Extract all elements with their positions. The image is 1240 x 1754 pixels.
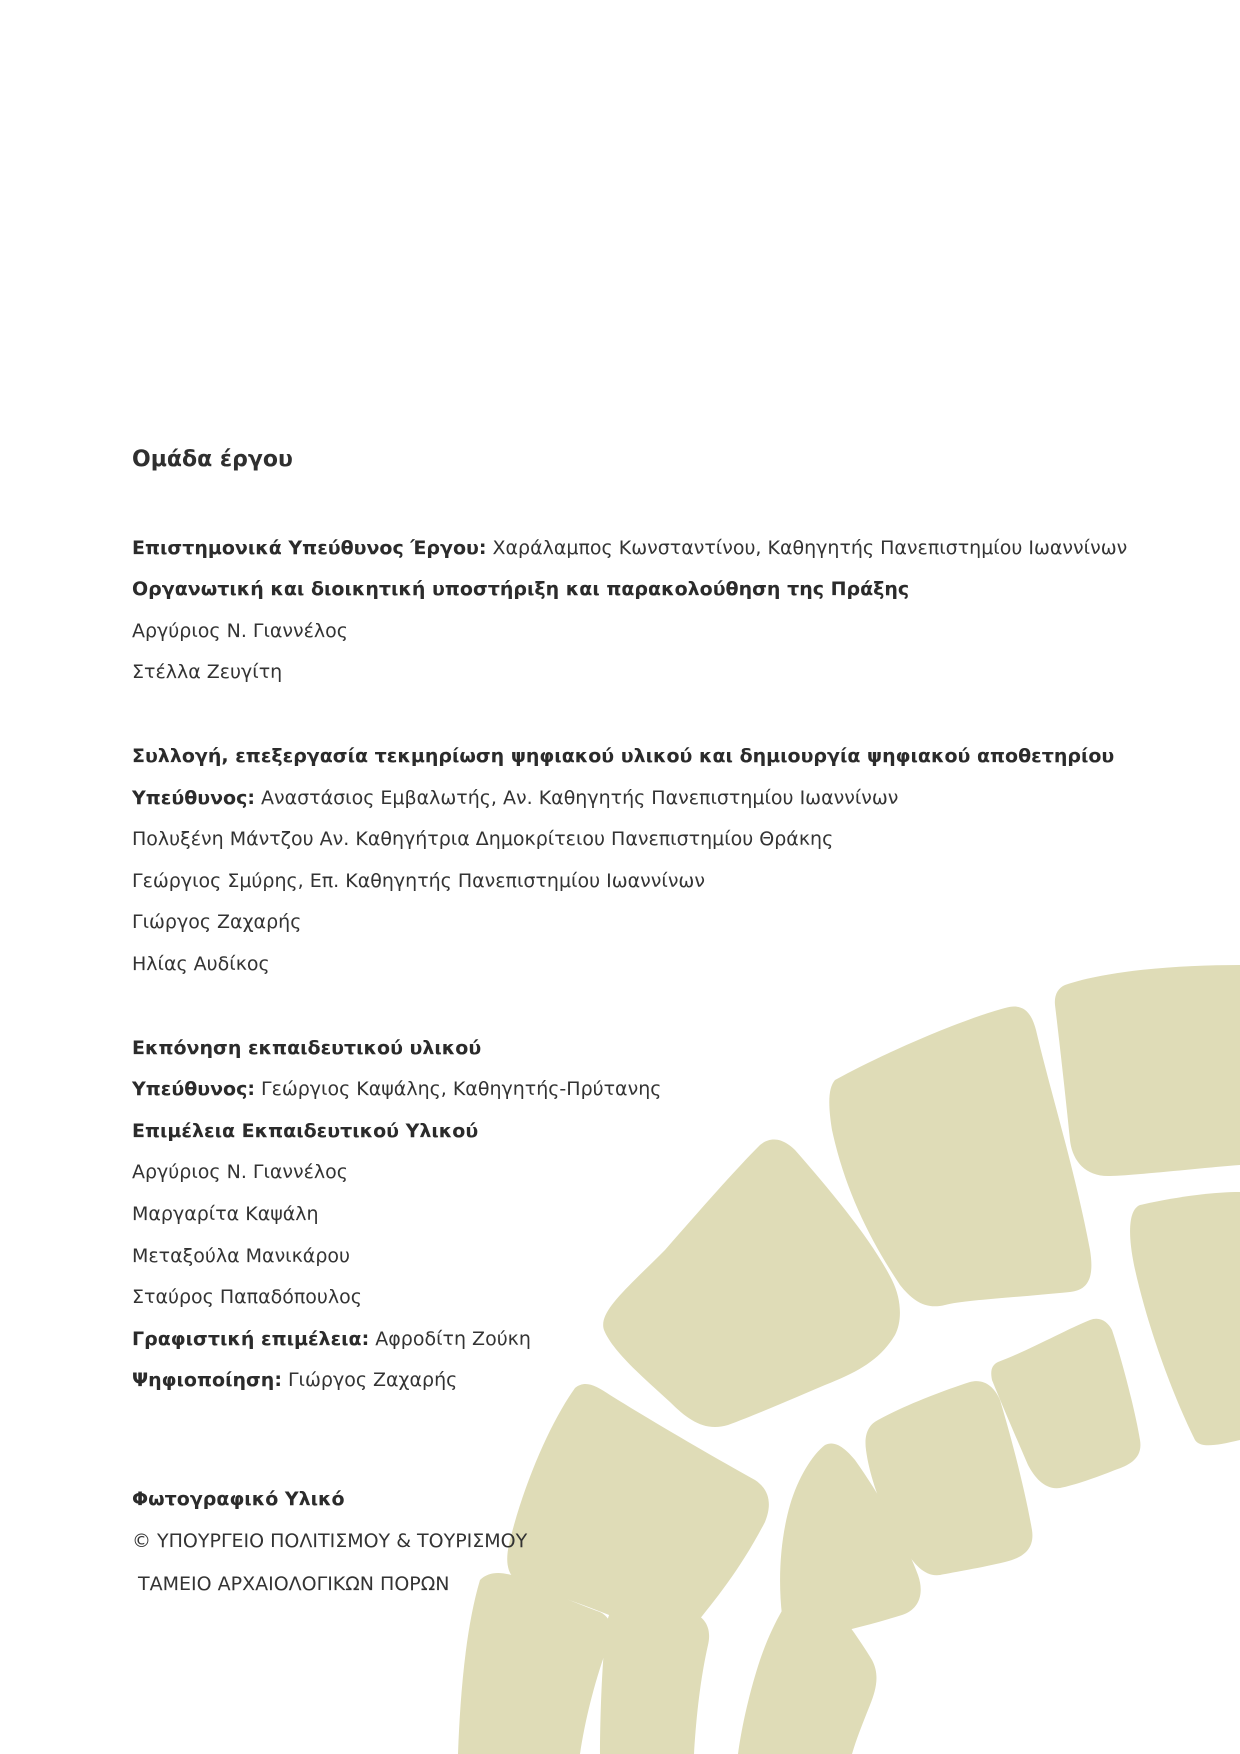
credit-text: Πολυξένη Μάντζου Αν. Καθηγήτρια Δημοκρίτειου Πανεπιστημίου Θράκης bbox=[132, 828, 834, 850]
credit-line bbox=[132, 1160, 348, 1184]
credit-text: © ΥΠΟΥΡΓΕΙΟ ΠΟΛΙΤΙΣΜΟΥ & ΤΟΥΡΙΣΜΟΥ bbox=[132, 1530, 528, 1552]
credit-role: Φωτογραφικό Υλικό bbox=[132, 1488, 345, 1510]
credit-text: Χαράλαμπος Κωνσταντίνου, Καθηγητής Πανεπιστημίου Ιωαννίνων bbox=[486, 537, 1128, 559]
credit-role: Υπεύθυνος: bbox=[132, 1078, 255, 1100]
credit-role: Εκπόνηση εκπαιδευτικού υλικού bbox=[132, 1037, 482, 1059]
credit-role: Υπεύθυνος: bbox=[132, 787, 255, 809]
credit-role: Επιστημονικά Υπεύθυνος Έργου: bbox=[132, 537, 487, 559]
credit-line bbox=[132, 910, 301, 934]
credit-line bbox=[132, 869, 705, 893]
credit-text: Ηλίας Αυδίκος bbox=[132, 953, 270, 975]
credit-text: Μεταξούλα Μανικάρου bbox=[132, 1245, 351, 1267]
stone-shape bbox=[1130, 1192, 1240, 1445]
credit-role: Επιμέλεια Εκπαιδευτικού Υλικού bbox=[132, 1120, 479, 1142]
credit-line bbox=[132, 827, 833, 851]
credit-text: Γεώργιος Καψάλης, Καθηγητής-Πρύτανης bbox=[254, 1078, 662, 1100]
copyright-line bbox=[132, 1529, 527, 1553]
credit-role: Ψηφιοποίηση: bbox=[132, 1369, 282, 1391]
credit-line bbox=[132, 1327, 531, 1351]
credit-text: Μαργαρίτα Καψάλη bbox=[132, 1203, 319, 1225]
credit-text: Γιώργος Ζαχαρής bbox=[281, 1369, 458, 1391]
stone-shape bbox=[600, 1607, 709, 1754]
credit-line bbox=[132, 1368, 457, 1392]
credit-line bbox=[132, 786, 898, 810]
credit-line bbox=[132, 1036, 481, 1060]
credit-line bbox=[132, 536, 1127, 560]
credit-line bbox=[132, 744, 1114, 768]
credit-text: ΤΑΜΕΙΟ ΑΡΧΑΙΟΛΟΓΙΚΩΝ ΠΟΡΩΝ bbox=[132, 1573, 450, 1595]
credit-text: Γιώργος Ζαχαρής bbox=[132, 911, 302, 933]
credit-line bbox=[132, 1202, 319, 1226]
credit-line bbox=[132, 1077, 661, 1101]
credit-line bbox=[132, 1285, 362, 1309]
credit-role: Οργανωτική και διοικητική υποστήριξη και παρακολούθηση της Πράξης bbox=[132, 578, 910, 600]
credit-line bbox=[132, 952, 270, 976]
credit-text: Γεώργιος Σμύρης, Επ. Καθηγητής Πανεπιστημίου Ιωαννίνων bbox=[132, 870, 705, 892]
credit-line bbox=[132, 1119, 478, 1143]
credit-role: Γραφιστική επιμέλεια: bbox=[132, 1328, 370, 1350]
credit-text: Αργύριος Ν. Γιαννέλος bbox=[132, 1161, 348, 1183]
credit-role: Συλλογή, επεξεργασία τεκμηρίωση ψηφιακού υλικού και δημιουργία ψηφιακού αποθετηρίου bbox=[132, 745, 1115, 767]
page-title: Ομάδα έργου bbox=[132, 447, 293, 472]
credit-text: Στέλλα Ζευγίτη bbox=[132, 661, 283, 683]
credit-line bbox=[132, 619, 348, 643]
credit-text: Αφροδίτη Ζούκη bbox=[369, 1328, 531, 1350]
credit-line bbox=[132, 660, 282, 684]
credit-line bbox=[132, 1487, 345, 1511]
credit-line bbox=[132, 1244, 350, 1268]
stone-shape bbox=[1055, 965, 1240, 1176]
credit-text: Αργύριος Ν. Γιαννέλος bbox=[132, 620, 348, 642]
credit-text: Σταύρος Παπαδόπουλος bbox=[132, 1286, 362, 1308]
credit-line bbox=[132, 577, 909, 601]
credit-text: Αναστάσιος Εμβαλωτής, Αν. Καθηγητής Πανεπιστημίου Ιωαννίνων bbox=[254, 787, 899, 809]
copyright-line bbox=[132, 1572, 449, 1596]
